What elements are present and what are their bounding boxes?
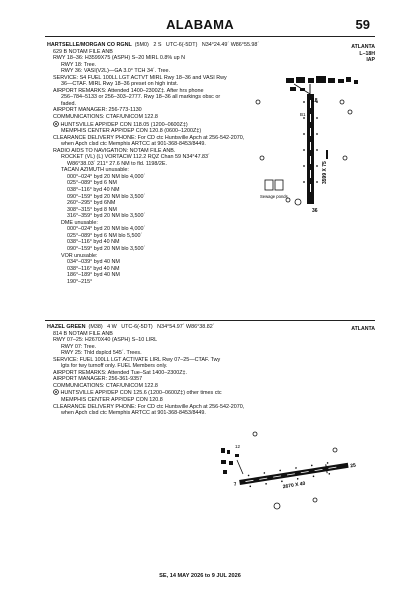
hartselle-line: 090°–159° byd 20 NM blo 3,500´: [67, 245, 146, 252]
hazel-line: SERVICE: FUEL 100LL LGT ACTIVATE LIRL Rwy 07–25—CTAF. Twy: [53, 356, 221, 363]
hazel-line: CLEARANCE DELIVERY PHONE: For CD ctc Huntsville Apch at 256-542-2070,: [53, 403, 245, 410]
hartselle-line: 316°–359° byd 20 NM blo 3,500´: [67, 213, 146, 220]
hazel-line: lgts for twy turnoff only. FUEL Members only.: [61, 363, 168, 370]
airport-name: HAZEL GREEN: [47, 324, 86, 330]
side-label: L–18H: [359, 50, 375, 57]
hartselle-line: RADIO AIDS TO NAVIGATION: NOTAM FILE ANB.: [53, 147, 176, 154]
hartselle-line: AIRPORT MANAGER: 256-773-1130: [53, 107, 142, 114]
hazel-line: HUNTSVILLE APP/DEP CON 125.6 (1200–0600Z‡) other times ctc: [47, 389, 307, 397]
hartselle-line: RWY 18: Tree.: [61, 61, 97, 68]
hartselle-line: 038°–116° byd 40 NM: [67, 265, 120, 272]
hazel-line: AIRPORT REMARKS: Attended Tue–Sat 1400–2300Z‡.: [53, 369, 188, 376]
hartselle-line: AIRPORT REMARKS: Attended 1400–2300Z‡. After hrs phone: [53, 87, 204, 94]
hartselle-line: RWY 18–36: H3599X75 (ASPH) S–20 MIRL 0.8% up N: [53, 55, 186, 62]
hangar-buildings: [286, 76, 358, 91]
hangar-buildings: [221, 448, 239, 474]
side-label: ATLANTA: [351, 326, 375, 332]
airport-id: (5M0): [134, 42, 149, 48]
hartselle-line: 260°–295° byd 6NM: [67, 200, 116, 207]
hazel-side-info: [351, 326, 375, 333]
hartselle-line: MEMPHIS CENTER APP/DEP CON 120.8 (0600–1200Z‡): [61, 128, 202, 135]
vasi-marker: [326, 150, 328, 159]
airport-coords: N34°24.49´ W86°55.98´: [201, 42, 260, 48]
displaced-threshold: [326, 464, 327, 473]
hartselle-line: ROCKET (VL) (L) VORTACW 112.2 RQZ Chan 59 N34°47.83´: [61, 154, 210, 161]
hartselle-line: 186°–189° byd 40 NM: [67, 272, 120, 279]
hartselle-line: 034°–039° byd 40 NM: [67, 259, 120, 266]
rwy-number-36: 36: [312, 208, 318, 214]
page-header: [0, 17, 400, 35]
hazel-line: COMMUNICATIONS: CTAF/UNICOM 122.8: [53, 382, 158, 389]
section-rule: [45, 320, 375, 321]
hartselle-line: 190°–215°: [67, 278, 93, 285]
hazel-line: when Apch clsd ctc Memphis ARTCC at 901-368-8453/8449.: [61, 410, 206, 417]
hartselle-line: DME unusable:: [61, 219, 98, 226]
lighting-icon: [295, 199, 301, 205]
rwy-number-7: 7: [233, 481, 238, 488]
header-rule: [45, 36, 375, 37]
hartselle-line: RWY 36: VASI(V2L)—GA 3.0° TCH 34´. Tree.: [61, 68, 171, 75]
airport-offset: 4 W: [107, 324, 117, 330]
hartselle-line: HUNTSVILLE APP/DEP CON 118.05 (1200–0600Z‡): [47, 121, 307, 129]
hartselle-line: 090°–159° byd 20 NM blo 3,500´: [67, 193, 146, 200]
hartselle-line: SERVICE: S4 FUEL 100LL LGT ACTVT MIRL Rwy 18–36 and VASI Rwy: [53, 74, 227, 81]
hartselle-line: 629 B NOTAM FILE ANB: [53, 48, 113, 55]
hartselle-line: COMMUNICATIONS: CTAF/UNICOM 122.8: [53, 114, 158, 121]
radio-icon: [53, 389, 59, 395]
hazel-green-entry: [47, 324, 307, 417]
lighting-icon: [274, 503, 280, 509]
hartselle-line: VOR unusable:: [61, 252, 98, 259]
runway-07-25-group: [233, 458, 359, 498]
taxiway: [237, 460, 243, 474]
airport-utc: UTC-6(-5DT): [121, 324, 153, 330]
hartselle-line: 36—CTAF. MIRL Rwy 18–36 preset on high intst.: [61, 81, 179, 88]
hartselle-line: 000°–024° byd 20 NM blo 4,000´: [67, 173, 146, 180]
hartselle-line: 000°–024° byd 20 NM blo 4,000´: [67, 226, 146, 233]
hazel-line: RWY 07–25: H2670X40 (ASPH) S–10 LIRL: [53, 337, 158, 344]
hartselle-line: 308°–315° byd 8 NM: [67, 206, 117, 213]
page-number: 59: [355, 17, 370, 32]
airport-id: (M38): [88, 324, 103, 330]
hartselle-line: CLEARANCE DELIVERY PHONE: For CD ctc Huntsville Apch at 256-542-2070,: [53, 134, 245, 141]
state-title: ALABAMA: [166, 17, 234, 32]
hartselle-line: 038°–116° byd 40 NM: [67, 187, 120, 194]
airport-offset: 2 S: [153, 42, 162, 48]
page-footer: SE, 14 MAY 2026 to 9 JUL 2026: [159, 573, 241, 579]
hartselle-line: 256–784–5133 or 256–303–2777. Rwy 18–36 all markings obsc or: [61, 94, 221, 101]
hartselle-line: faded.: [61, 100, 76, 107]
elev-label: B1: [300, 112, 306, 117]
elev-label: 12: [235, 444, 241, 449]
hazel-line: RWY 07: Tree.: [61, 343, 97, 350]
sewage-label: Sewage ponds: [260, 194, 288, 199]
side-label: IAP: [366, 57, 375, 63]
hartselle-side-info: [351, 44, 375, 64]
runway-dims: 3599 X 75: [322, 161, 328, 184]
radio-icon: [53, 121, 59, 127]
hartselle-line: 025°–089° byd 6 NM: [67, 180, 117, 187]
hazel-line: 814 B NOTAM FILE ANB: [53, 330, 113, 337]
hartselle-line: TACAN AZIMUTH unusable:: [61, 167, 129, 174]
hazel-line: AIRPORT MANAGER: 256-361-9357: [53, 376, 143, 383]
hartselle-airport-diagram: [250, 72, 380, 222]
hartselle-line: when Apch clsd ctc Memphis ARTCC at 901-368-8453/8449.: [61, 141, 206, 148]
taxiway: [294, 84, 310, 94]
side-label: ATLANTA: [351, 44, 375, 50]
hartselle-line: 038°–116° byd 40 NM: [67, 239, 120, 246]
rwy-number-25: 25: [349, 462, 357, 470]
airport-name: HARTSELLE/MORGAN CO RGNL: [47, 42, 132, 48]
hartselle-line: 025°–089° byd 6 NM blo 5,500´: [67, 232, 143, 239]
runway-dims: 2670 X 40: [282, 480, 306, 491]
airport-coords: N34°54.97´ W86°38.82´: [157, 324, 215, 330]
hazel-line: RWY 25: Thld dsplcd 545´. Trees.: [61, 350, 142, 357]
hazel-line: MEMPHIS CENTER APP/DEP CON 120.8: [61, 397, 163, 404]
hartselle-line: W86°38.03´ 211° 27.6 NM to fld. 1198/2E.: [67, 160, 168, 167]
hazel-green-airport-diagram: [215, 420, 365, 530]
sewage-pond: [275, 180, 283, 190]
sewage-pond: [265, 180, 273, 190]
rwy-number-18: 18: [312, 98, 318, 104]
airport-utc: UTC-6(-5DT): [165, 42, 198, 48]
